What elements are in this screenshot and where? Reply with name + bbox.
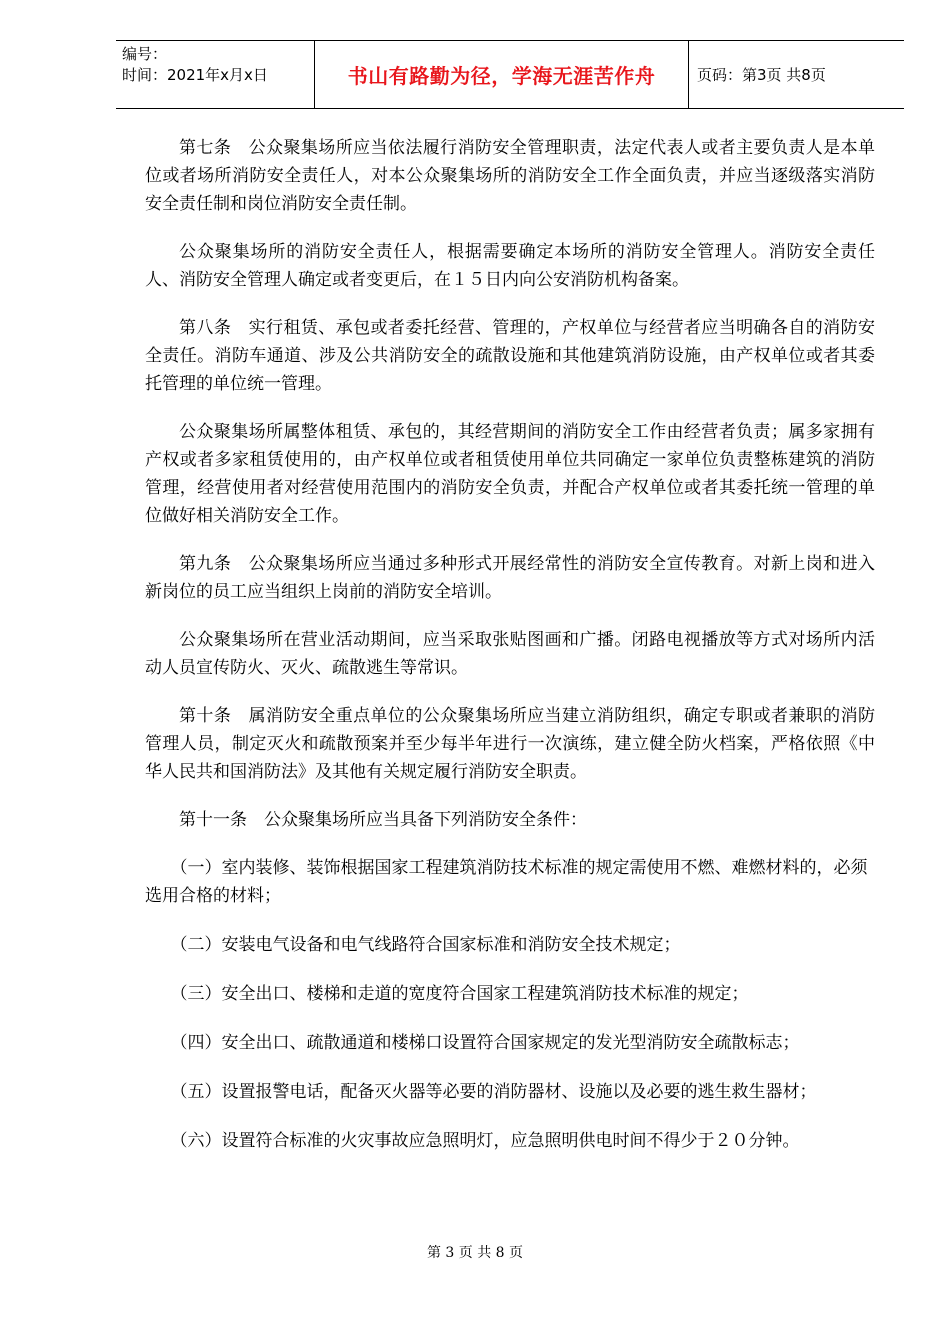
time-label: 时间：2021年x月x日	[122, 66, 268, 84]
header-page-label: 页码：第3页 共8页	[697, 66, 826, 84]
article-9: 第九条 公众聚集场所应当通过多种形式开展经常性的消防安全宣传教育。对新上岗和进入新岗位的员工应当组织上岗前的消防安全培训。	[145, 554, 875, 602]
article-9-paragraph-2: 公众聚集场所在营业活动期间，应当采取张贴图画和广播。闭路电视播放等方式对场所内活动人员宣传防火、灭火、疏散逃生等常识。	[145, 630, 875, 678]
number-label: 编号：	[122, 45, 168, 63]
header-motto: 书山有路勤为径，学海无涯苦作舟	[347, 64, 656, 88]
condition-item-3: （三）安全出口、楼梯和走道的宽度符合国家工程建筑消防技术标准的规定；	[170, 984, 749, 1004]
condition-item-1: （一）室内装修、装饰根据国家工程建筑消防技术标准的规定需使用不燃、难燃材料的，必须选用合格的材料；	[145, 858, 868, 906]
article-8-paragraph-2: 公众聚集场所属整体租赁、承包的，其经营期间的消防安全工作由经营者负责；属多家拥有产权或者多家租赁使用的，由产权单位或者租赁使用单位共同确定一家单位负责整栋建筑的消防管理，经营使用者对经营使用范围内的消防安全负责，并配合产权单位或者其委托统一管理的单位做好相关消防安全工作。	[145, 422, 875, 526]
condition-item-4: （四）安全出口、疏散通道和楼梯口设置符合国家规定的发光型消防安全疏散标志；	[170, 1033, 800, 1053]
document-body	[145, 134, 875, 1176]
article-7-paragraph-2: 公众聚集场所的消防安全责任人，根据需要确定本场所的消防安全管理人。消防安全责任人、消防安全管理人确定或者变更后，在１５日内向公安消防机构备案。	[145, 242, 875, 290]
condition-item-2: （二）安装电气设备和电气线路符合国家标准和消防安全技术规定；	[170, 935, 681, 955]
header-page-cell	[689, 41, 904, 108]
article-10: 第十条 属消防安全重点单位的公众聚集场所应当建立消防组织，确定专职或者兼职的消防管理人员，制定灭火和疏散预案并至少每半年进行一次演练，建立健全防火档案，严格依照《中华人民共和国消防法》及其他有关规定履行消防安全职责。	[145, 706, 875, 782]
article-7: 第七条 公众聚集场所应当依法履行消防安全管理职责，法定代表人或者主要负责人是本单位或者场所消防安全责任人，对本公众聚集场所的消防安全工作全面负责，并应当逐级落实消防安全责任制和岗位消防安全责任制。	[145, 138, 875, 214]
article-8: 第八条 实行租赁、承包或者委托经营、管理的，产权单位与经营者应当明确各自的消防安全责任。消防车通道、涉及公共消防安全的疏散设施和其他建筑消防设施，由产权单位或者其委托管理的单位统一管理。	[145, 318, 875, 394]
article-11: 第十一条 公众聚集场所应当具备下列消防安全条件：	[179, 810, 587, 830]
page-header	[116, 40, 904, 109]
condition-item-5: （五）设置报警电话，配备灭火器等必要的消防器材、设施以及必要的逃生救生器材；	[170, 1082, 817, 1102]
header-motto-cell	[315, 41, 689, 108]
header-meta	[116, 41, 315, 108]
page-footer: 第 3 页 共 8 页	[426, 1245, 524, 1261]
condition-item-6: （六）设置符合标准的火灾事故应急照明灯，应急照明供电时间不得少于２０分钟。	[170, 1131, 800, 1151]
